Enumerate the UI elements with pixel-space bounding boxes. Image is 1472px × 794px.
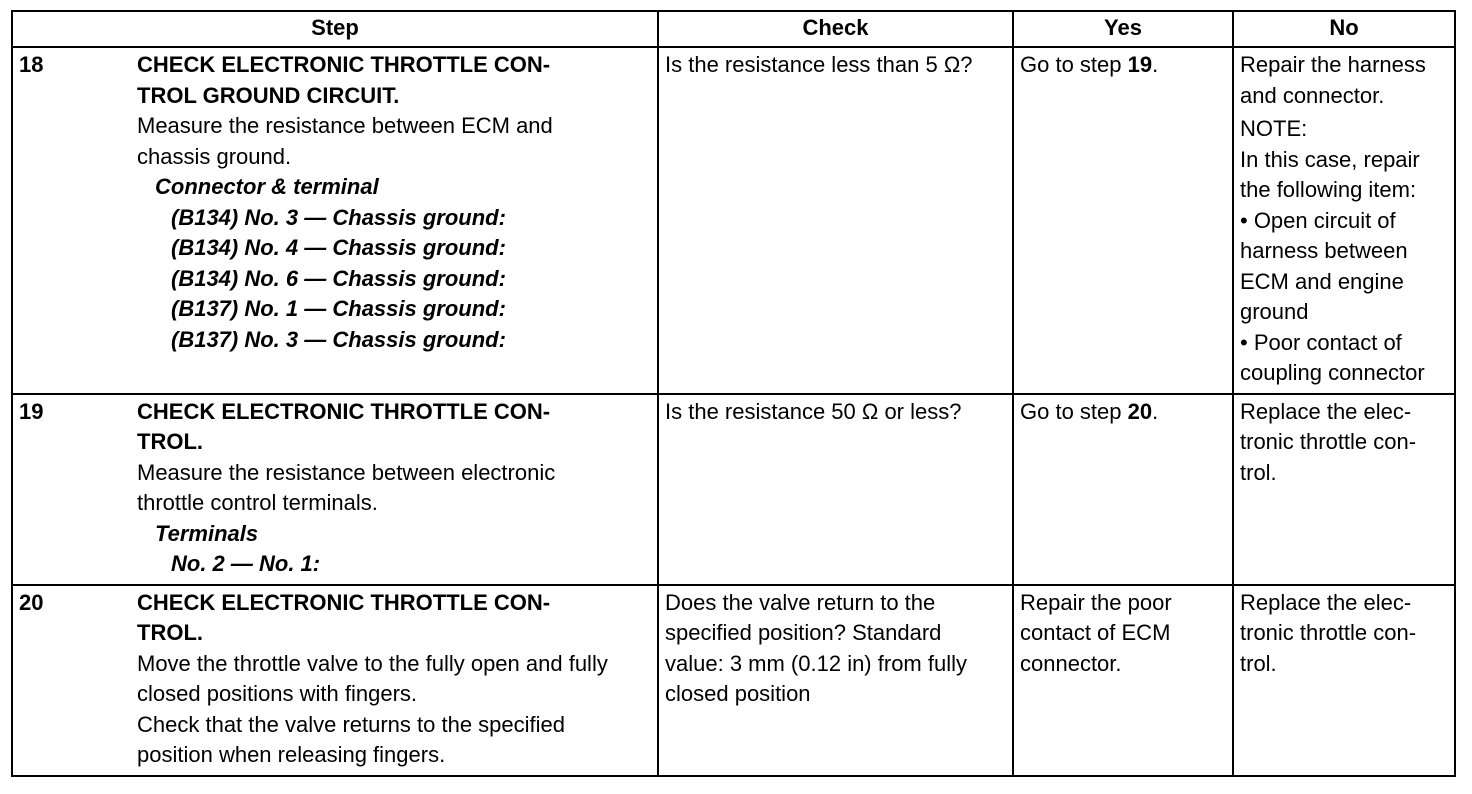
no-text: trol. (1240, 459, 1277, 485)
bullet-item: • Open circuit of (1240, 207, 1396, 233)
step-description: Measure the resistance between ECM and (137, 113, 553, 138)
check-text: value: 3 mm (0.12 in) from fully (665, 650, 967, 676)
yes-text-suffix: . (1152, 52, 1159, 77)
step-number: 20 (19, 589, 44, 615)
check-cell (658, 394, 1013, 585)
no-text: tronic throttle con- (1240, 620, 1417, 645)
yes-text: Go to step (1020, 398, 1128, 424)
header-check: Check (658, 11, 1013, 47)
yes-cell (1013, 585, 1233, 776)
check-text: Is the resistance 50 Ω or less? (665, 398, 962, 424)
table-row-18 (12, 47, 1455, 394)
terminal-spec: No. 2 — No. 1: (171, 551, 321, 576)
terminal-spec: (B134) No. 4 — Chassis ground: (171, 235, 506, 260)
no-cell (1233, 585, 1455, 776)
header-step: Step (12, 11, 658, 47)
note-text: the following item: (1240, 177, 1417, 202)
yes-step-ref: 20 (1127, 398, 1153, 424)
check-text: specified position? Standard (665, 620, 942, 645)
yes-cell (1013, 47, 1233, 394)
connector-heading: Connector & terminal (155, 174, 379, 199)
step-number: 18 (19, 52, 44, 77)
step-cell (12, 585, 658, 776)
no-cell (1233, 394, 1455, 585)
step-cell (12, 47, 658, 394)
step-description: Measure the resistance between electronic (137, 459, 556, 485)
check-text: closed position (665, 681, 811, 706)
header-yes: Yes (1013, 11, 1233, 47)
diagnostic-table (11, 10, 1456, 777)
terminal-spec: (B137) No. 3 — Chassis ground: (171, 326, 506, 352)
terminal-spec: (B137) No. 1 — Chassis ground: (171, 296, 506, 321)
bullet-item: ground (1240, 299, 1309, 324)
table-row-20 (12, 585, 1455, 776)
step-description: throttle control terminals. (137, 490, 378, 515)
step-cell (12, 394, 658, 585)
yes-text-suffix: . (1152, 398, 1159, 424)
check-cell (658, 585, 1013, 776)
terminal-spec: (B134) No. 6 — Chassis ground: (171, 265, 506, 291)
no-text: Repair the harness (1240, 52, 1426, 77)
step-description: Check that the valve returns to the specified (137, 711, 566, 737)
bullet-item: • Poor contact of (1240, 329, 1402, 355)
diagnostic-table-page (11, 10, 1454, 777)
terminal-spec: (B134) No. 3 — Chassis ground: (171, 204, 506, 230)
header-no: No (1233, 11, 1455, 47)
step-description: Move the throttle valve to the fully open and fully (137, 650, 608, 676)
yes-text: connector. (1020, 650, 1122, 676)
check-cell (658, 47, 1013, 394)
note-label: NOTE: (1240, 116, 1308, 141)
no-text: trol. (1240, 650, 1277, 676)
no-cell (1233, 47, 1455, 394)
table-header-row (12, 11, 1455, 47)
step-title: TROL. (137, 429, 203, 454)
check-text: Does the valve return to the (665, 589, 936, 615)
no-text: and connector. (1240, 82, 1385, 108)
step-title: TROL. (137, 620, 203, 645)
bullet-item: coupling connector (1240, 360, 1425, 385)
step-description: closed positions with fingers. (137, 681, 418, 706)
no-text: tronic throttle con- (1240, 429, 1417, 454)
yes-step-ref: 19 (1127, 52, 1153, 77)
terminals-heading: Terminals (155, 520, 259, 546)
yes-text: Go to step (1020, 52, 1128, 77)
step-title: CHECK ELECTRONIC THROTTLE CON- (137, 52, 551, 77)
step-description: chassis ground. (137, 143, 292, 169)
step-title: CHECK ELECTRONIC THROTTLE CON- (137, 589, 551, 615)
table-row-19 (12, 394, 1455, 585)
bullet-item: ECM and engine (1240, 268, 1404, 294)
step-title: TROL GROUND CIRCUIT. (137, 82, 400, 108)
step-title: CHECK ELECTRONIC THROTTLE CON- (137, 398, 551, 424)
bullet-item: harness between (1240, 238, 1408, 263)
check-text: Is the resistance less than 5 Ω? (665, 52, 973, 77)
step-description: position when releasing fingers. (137, 742, 446, 767)
yes-text: Repair the poor (1020, 589, 1172, 615)
no-text: Replace the elec- (1240, 398, 1412, 424)
step-number: 19 (19, 398, 44, 424)
note-text: In this case, repair (1240, 146, 1420, 172)
no-text: Replace the elec- (1240, 589, 1412, 615)
yes-text: contact of ECM (1020, 620, 1171, 645)
yes-cell (1013, 394, 1233, 585)
